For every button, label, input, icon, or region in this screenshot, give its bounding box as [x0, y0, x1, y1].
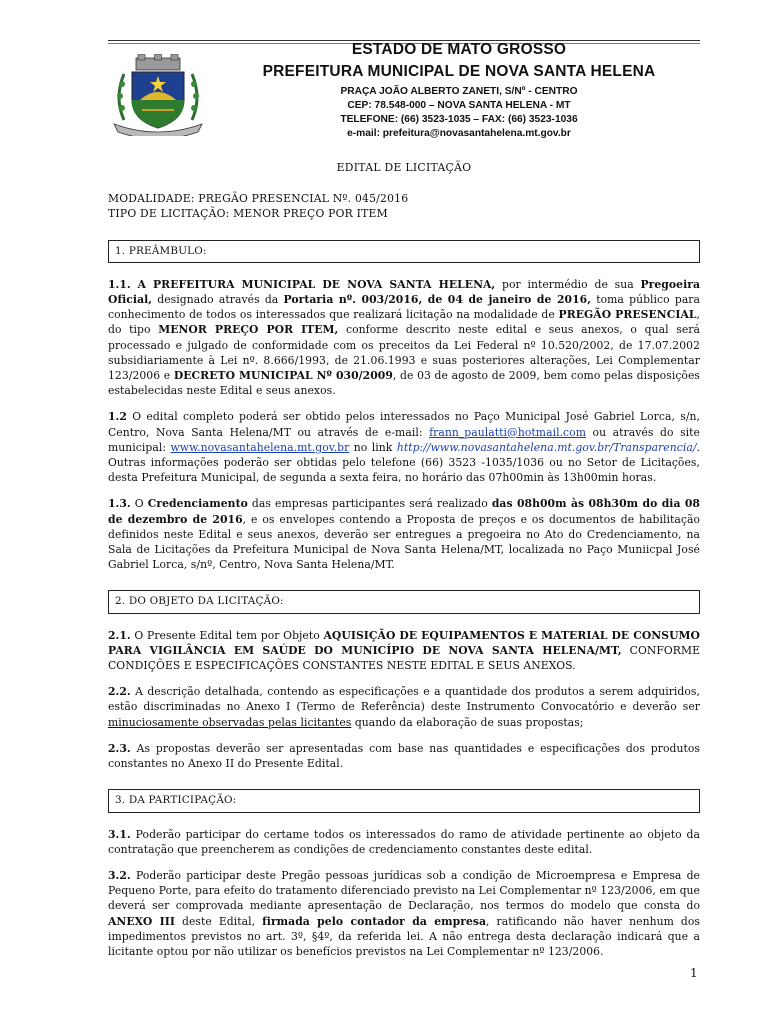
para-number: 3.1. [108, 827, 131, 841]
tipo-line: TIPO DE LICITAÇÃO: MENOR PREÇO POR ITEM [108, 207, 388, 221]
text: CONFORME CONDIÇÕES E ESPECIFICAÇÕES CONSTANTES NESTE EDITAL E SEUS ANEXOS. [108, 643, 701, 673]
phone-line: TELEFONE: (66) 3523-1035 – FAX: (66) 3523-1036 [340, 114, 578, 125]
text: das empresas participantes será realizado [247, 497, 492, 511]
paragraph-1-1 [108, 277, 700, 399]
text: conforme descrito neste edital e seus anexos, o qual será processado e julgado de conformidade com os preceitos da Lei Federal nº 10.520/2002, de 17.07.2002 subsidiariamente à Lei nº. 8.666/1993, de 21.06.1993 e suas posteriores alterações, Lei Complementar 123/2006 e [108, 323, 700, 383]
letterhead [108, 40, 700, 139]
text: O edital completo poderá ser obtido pelos interessados no Paço Municipal José Gabriel Lorca, s/n, Centro, Nova Santa Helena/MT ou através de e-mail: [108, 410, 700, 439]
section-heading-preambulo: 1. PREÂMBULO: [108, 240, 700, 263]
para-number: 2.2. [108, 685, 131, 699]
text: . Outras informações poderão ser obtidas pelo telefone (66) 3523 -1035/1036 ou no Setor de Licitações, desta Prefeitura Municipal, de segunda a sexta feira, no horário das 07h00min às 13h00min horas. [108, 440, 700, 485]
text: As propostas deverão ser apresentadas com base nas quantidades e especificações dos produtos constantes no Anexo II do Presente Edital. [108, 741, 700, 771]
paragraph-2-2 [108, 684, 700, 730]
text: A descrição detalhada, contendo as especificações e a quantidade dos produtos a serem adquiridos, estão discriminadas no Anexo I (Termo de Referência) deste Instrumento Convocatório e deverão ser [108, 685, 700, 714]
bold-text: DECRETO MUNICIPAL Nº 030/2009 [173, 369, 393, 383]
para-number: 1.3. [108, 497, 131, 511]
para-number: 2.1. [108, 628, 131, 642]
email-line: e-mail: prefeitura@novasantahelena.mt.gov.br [347, 128, 571, 139]
document-body [108, 160, 700, 970]
paragraph-1-3 [108, 496, 700, 572]
document-title: EDITAL DE LICITAÇÃO [336, 161, 472, 174]
bold-text: ANEXO III [108, 914, 175, 928]
para-number: 1.2 [108, 410, 127, 424]
para-number: 1.1. [108, 277, 131, 291]
text: quando da elaboração de suas propostas; [351, 715, 584, 729]
transparency-link[interactable]: http://www.novasantahelena.mt.gov.br/Transparencia/ [396, 440, 697, 454]
text: Poderão participar do certame todos os interessados do ramo de atividade pertinente ao objeto da contratação que preencherem as condições de credenciamento constantes deste edital. [108, 827, 700, 856]
text: designado através da [152, 293, 284, 307]
modalidade-line: MODALIDADE: PREGÃO PRESENCIAL Nº. 045/2016 [108, 192, 409, 206]
bold-text: Credenciamento [147, 497, 248, 511]
text: O Presente Edital tem por Objeto [130, 628, 324, 642]
paragraph-2-1 [108, 628, 700, 674]
bold-text: Pregoeira Oficial, [108, 277, 701, 307]
bold-text: firmada pelo contador da empresa [262, 914, 487, 928]
paragraph-3-1 [108, 827, 700, 857]
bold-text: MENOR PREÇO POR ITEM, [158, 323, 339, 337]
text: , e os envelopes contendo a Proposta de preços e os documentos de habilitação definidos neste Edital e seus anexos, deverão ser entregues a pregoeira no Ato do Credenciamento, na Sala de Licitações da Prefeitura Municipal de Nova Santa Helena/MT, localizada no Paço Muniicpal José Gabriel Lorca, s/nº, Centro, Nova Santa Helena/MT. [108, 512, 700, 572]
text: O [130, 497, 148, 511]
text: toma público para conhecimento de todos os interessados que realizará licitação na modalidade de [108, 293, 701, 322]
section-heading-objeto: 2. DO OBJETO DA LICITAÇÃO: [108, 590, 700, 613]
section-heading-participacao: 3. DA PARTICIPAÇÃO: [108, 789, 700, 812]
text: Poderão participar deste Pregão pessoas jurídicas sob a condição de Microempresa e Empresa de Pequeno Porte, para efeito do tratamento diferenciado previsto na Lei Complementar nº 123/2006, em que deverá ser comprovada mediante apresentação de Declaração, nos termos do modelo que consta do [108, 868, 700, 913]
para-number: 2.3. [108, 741, 131, 755]
text: no link [349, 440, 397, 454]
paragraph-1-2 [108, 409, 700, 485]
municipality-name: PREFEITURA MUNICIPAL DE NOVA SANTA HELENA [262, 63, 656, 80]
email-link[interactable]: frann_paulatti@hotmail.com [429, 425, 586, 439]
page-number: 1 [690, 966, 698, 980]
paragraph-3-2 [108, 868, 700, 959]
bold-text: A PREFEITURA MUNICIPAL DE NOVA SANTA HELENA, [137, 277, 496, 291]
para-number: 3.2. [108, 868, 131, 882]
text: ou através do site municipal: [108, 425, 700, 454]
state-name: ESTADO DE MATO GROSSO [351, 41, 567, 58]
letterhead-text [218, 40, 700, 139]
bold-text: AQUISIÇÃO DE EQUIPAMENTOS E MATERIAL DE CONSUMO PARA VIGILÂNCIA EM SAÚDE DO MUNICÍPIO DE NOVA SANTA HELENA/MT, [108, 628, 700, 657]
text: deste Edital, [174, 914, 263, 928]
text: , do tipo [108, 308, 700, 337]
text: , de 03 de agosto de 2009, bem como pelas disposições estabelecidas neste Edital e seus anexos. [108, 369, 700, 398]
cep-line: CEP: 78.548-000 – NOVA SANTA HELENA - MT [347, 100, 571, 111]
address-line: PRAÇA JOÃO ALBERTO ZANETI, S/Nº - CENTRO [340, 86, 578, 97]
paragraph-2-3 [108, 741, 700, 771]
bold-text: das 08h00m às 08h30m do dia 08 de dezembro de 2016 [108, 497, 700, 526]
site-link[interactable]: www.novasantahelena.mt.gov.br [170, 440, 350, 454]
text: por intermédio de sua [495, 277, 641, 291]
municipal-crest-icon [110, 54, 206, 136]
bold-text: PREGÃO PRESENCIAL [558, 308, 697, 322]
text: , ratificando não haver nenhum dos impedimentos previstos no art. 3º, §4º, da referida lei. A não entrega desta declaração indicará que a licitante optou por não utilizar os benefícios previstos na Lei Complementar nº 123/2006. [108, 914, 701, 958]
bold-text: Portaria nº. 003/2016, de 04 de janeiro de 2016, [283, 293, 592, 307]
underlined-text: minuciosamente observadas pelas licitantes [108, 715, 352, 729]
